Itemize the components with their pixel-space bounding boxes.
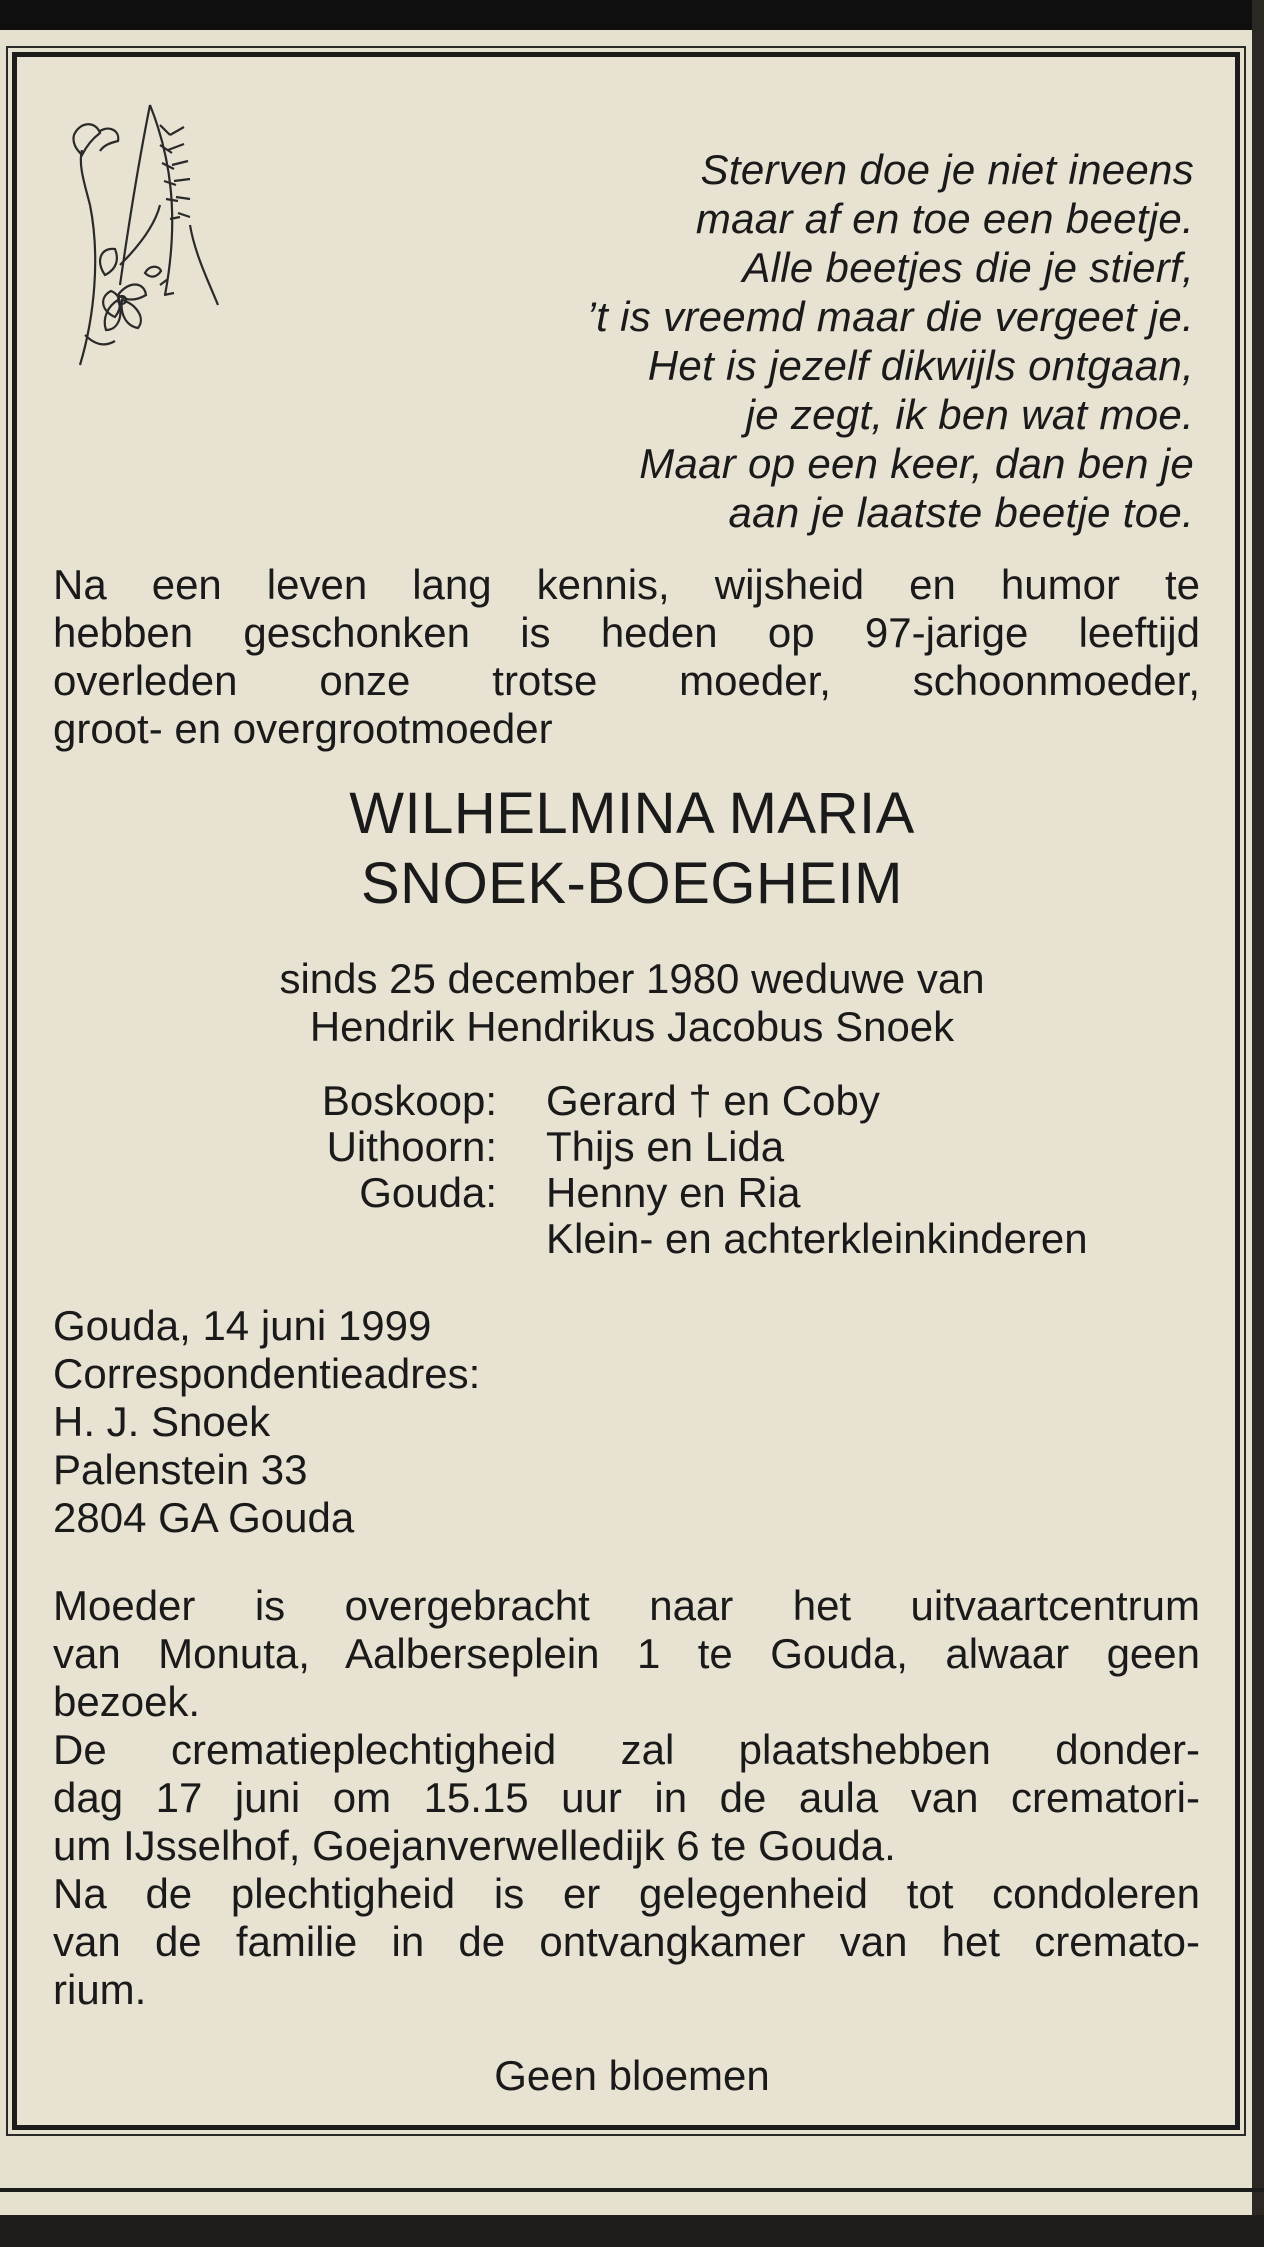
family-place: Gouda:: [359, 1169, 497, 1216]
family-member: Klein- en achterkleinkinderen: [546, 1215, 1088, 1262]
arrangements-line: dag 17 juni om 15.15 uur in de aula van crematori-: [53, 1774, 1200, 1821]
arrangements-line: van de familie in de ontvangkamer van het cremato-: [53, 1918, 1200, 1965]
deceased-name-line2: SNOEK-BOEGHEIM: [361, 851, 903, 916]
announcement-line: overleden onze trotse moeder, schoonmoeder,: [53, 657, 1200, 704]
bottom-dark-strip: [0, 2215, 1264, 2247]
arrangements-line: Na de plechtigheid is er gelegenheid tot condoleren: [53, 1870, 1200, 1917]
arrangements-paragraph: [53, 1582, 1200, 2014]
arrangements-line: Moeder is overgebracht naar het uitvaartcentrum: [53, 1582, 1200, 1629]
deceased-name-line1: WILHELMINA MARIA: [349, 781, 915, 846]
announcement-paragraph: [53, 561, 1200, 753]
flower-illustration: [60, 95, 230, 385]
announcement-line: groot- en overgrootmoeder: [53, 705, 553, 752]
spouse-name: Hendrik Hendrikus Jacobus Snoek: [309, 1003, 955, 1050]
poem-line: Sterven doe je niet ineens: [700, 146, 1194, 193]
family-member: Thijs en Lida: [546, 1123, 785, 1170]
address-line: Palenstein 33: [53, 1446, 308, 1493]
address-line: 2804 GA Gouda: [53, 1494, 355, 1541]
address-line: H. J. Snoek: [53, 1398, 271, 1445]
family-member: Henny en Ria: [546, 1169, 801, 1216]
page-edge: [1252, 0, 1264, 2247]
address-line: Gouda, 14 juni 1999: [53, 1302, 432, 1349]
correspondence-address: [53, 1302, 480, 1542]
poem-line: aan je laatste beetje toe.: [728, 489, 1194, 536]
arrangements-line: De crematieplechtigheid zal plaatshebben donder-: [53, 1726, 1200, 1773]
poem-line: Het is jezelf dikwijls ontgaan,: [647, 342, 1194, 389]
poem-line: maar af en toe een beetje.: [695, 195, 1194, 242]
arrangements-line: rium.: [53, 1966, 147, 2013]
family-place: Uithoorn:: [326, 1123, 497, 1170]
address-line: Correspondentieadres:: [53, 1350, 481, 1397]
poem-line: Alle beetjes die je stierf,: [742, 244, 1194, 291]
poem-line: ’t is vreemd maar die vergeet je.: [586, 293, 1194, 340]
family-member: Gerard † en Coby: [546, 1077, 880, 1124]
arrangements-line: um IJsselhof, Goejanverwelledijk 6 te Gouda.: [53, 1822, 896, 1869]
arrangements-line: bezoek.: [53, 1678, 201, 1725]
poem-line: Maar op een keer, dan ben je: [639, 440, 1194, 487]
announcement-line: Na een leven lang kennis, wijsheid en humor te: [53, 561, 1200, 608]
family-place: Boskoop:: [321, 1077, 497, 1124]
poem-line: je zegt, ik ben wat moe.: [745, 391, 1194, 438]
widow-line: sinds 25 december 1980 weduwe van: [279, 955, 985, 1002]
announcement-line: hebben geschonken is heden op 97-jarige leeftijd: [53, 609, 1200, 656]
arrangements-line: van Monuta, Aalberseplein 1 te Gouda, alwaar geen: [53, 1630, 1200, 1677]
poem: [587, 145, 1194, 537]
footer-note: Geen bloemen: [494, 2052, 770, 2099]
bottom-rule: [0, 2188, 1264, 2192]
